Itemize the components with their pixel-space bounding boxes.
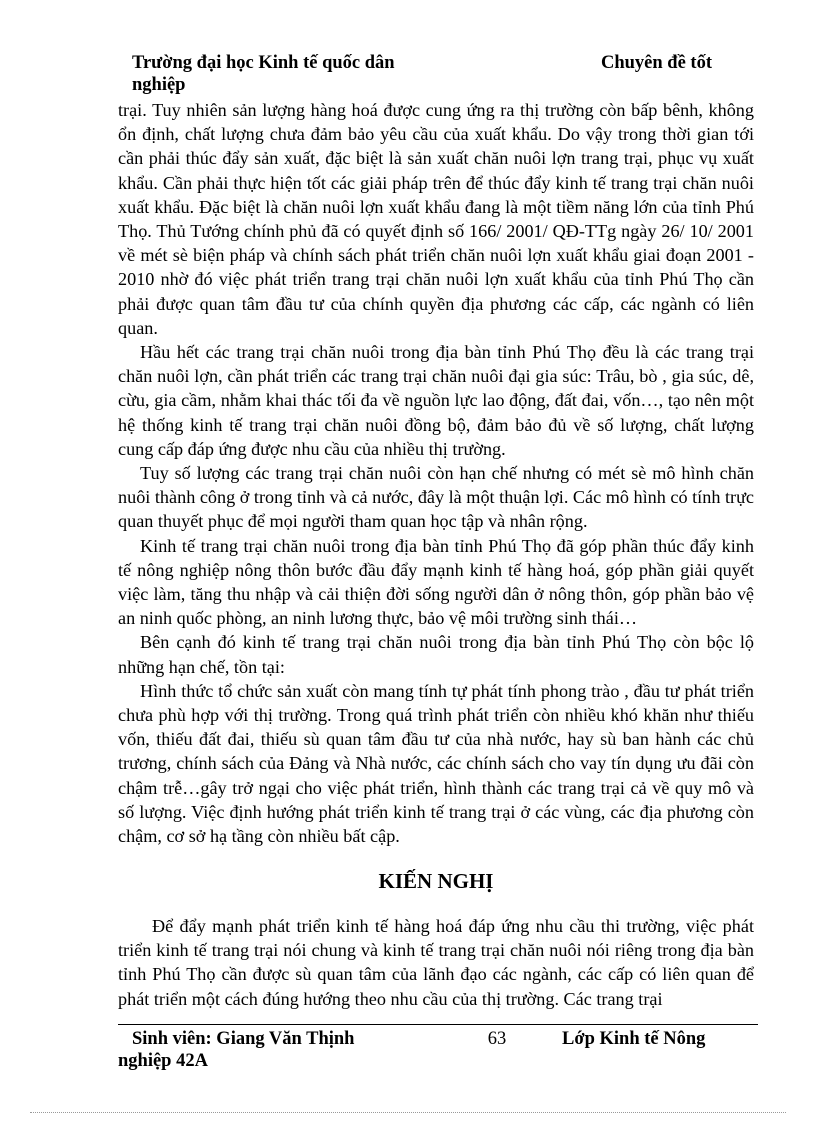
page-header xyxy=(118,52,758,96)
header-continuation: nghiệp xyxy=(132,75,186,95)
footer-continuation: nghiệp 42A xyxy=(118,1051,208,1071)
page-number: 63 xyxy=(487,1029,507,1049)
footer-divider xyxy=(118,1024,758,1025)
paragraph-3: Tuy số lượng các trang trại chăn nuôi còn hạn chế nhưng có mét sè mô hình chăn nuôi thành công ở trong tỉnh và cả nước, đây là một thuận lợi. Các mô hình có tính trực quan thuyết phục để mọi người tham quan học tập và nhân rộng. xyxy=(118,463,754,532)
recommendation-section xyxy=(118,914,754,1011)
page-bottom-border xyxy=(30,1112,786,1113)
header-university: Trường đại học Kinh tế quốc dân xyxy=(132,53,395,73)
paragraph-2: Hầu hết các trang trại chăn nuôi trong địa bàn tỉnh Phú Thọ đều là các trang trại chăn nuôi lợn, cần phát triển các trang trại chăn nuôi đại gia súc: Trâu, bò , gia súc, dê, cừu, gia cầm, nhằm khai thác tối đa về nguồn lực lao động, đất đai, vốn…, tạo nên một hệ thống kinh tế trang trại chăn nuôi đồng bộ, đảm bảo đủ về số lượng, chất lượng cung cấp đáp ứng được nhu cầu của nhiều thị trường. xyxy=(118,342,754,459)
recommendation-paragraph: Để đẩy mạnh phát triển kinh tế hàng hoá đáp ứng nhu cầu thi trường, việc phát triển kinh tế trang trại nói chung và kinh tế trang trại chăn nuôi nói riêng trong địa bàn tỉnh Phú Thọ cần được sù quan tâm của lãnh đạo các ngành, các cấp có liên quan để phát triển một cách đúng hướng theo nhu cầu của thị trường. Các trang trại xyxy=(118,916,754,1009)
paragraph-4: Kinh tế trang trại chăn nuôi trong địa bàn tỉnh Phú Thọ đã góp phần thúc đẩy kinh tế nông nghiệp nông thôn bước đầu đẩy mạnh kinh tế hàng hoá, góp phần giải quyết việc làm, tăng thu nhập và cải thiện đời sống người dân ở nông thôn, góp phần bảo vệ an ninh quốc phòng, an ninh lương thực, bảo vệ môi trường sinh thái… xyxy=(118,535,754,629)
header-thesis-type: Chuyên đề tốt xyxy=(600,53,712,73)
page-footer xyxy=(118,1028,758,1072)
section-heading: KIẾN NGHỊ xyxy=(378,869,494,893)
footer-student: Sinh viên: Giang Văn Thịnh xyxy=(132,1029,355,1049)
body-text xyxy=(118,98,754,848)
footer-class: Lớp Kinh tế Nông xyxy=(562,1029,706,1049)
paragraph-6: Hình thức tổ chức sản xuất còn mang tính tự phát tính phong trào , đầu tư phát triển chưa phù hợp với thị trường. Trong quá trình phát triển còn nhiều khó khăn như thiếu vốn, thiếu đất đai, thiếu sù quan tâm đầu tư của nhà nước, hay sù ban hành các chủ trương, chính sách của Đảng và Nhà nước, các chính sách cho vay tín dụng ưu đãi còn chậm trễ…gây trở ngại cho việc phát triển, hình thành các trang trại cả về quy mô và số lượng. Việc định hướng phát triển kinh tế trang trại ở các vùng, các địa phương còn chậm, cơ sở hạ tầng còn nhiều bất cập. xyxy=(118,680,754,847)
paragraph-1: trại. Tuy nhiên sản lượng hàng hoá được cung ứng ra thị trường còn bấp bênh, không ổn định, chất lượng chưa đảm bảo yêu cầu của xuất khẩu. Do vậy trong thời gian tới cần phải thúc đẩy sản xuất, đặc biệt là sản xuất chăn nuôi lợn trang trại, phục vụ xuất khẩu. Cần phải thực hiện tốt các giải pháp trên để thúc đẩy kinh tế trang trại chăn nuôi xuất khẩu. Đặc biệt là chăn nuôi lợn xuất khẩu đang là một tiềm năng lớn của tỉnh Phú Thọ. Thủ Tướng chính phủ đã có quyết định số 166/ 2001/ QĐ-TTg ngày 26/ 10/ 2001 về mét sè biện pháp và chính sách phát triển chăn nuôi lợn xuất khẩu giai đoạn 2001 - 2010 nhờ đó việc phát triển trang trại chăn nuôi lợn xuất khẩu của tỉnh Phú Thọ cần phải được quan tâm đầu tư của chính quyền địa phương các cấp, các ngành có liên quan. xyxy=(118,100,754,338)
paragraph-5: Bên cạnh đó kinh tế trang trại chăn nuôi trong địa bàn tỉnh Phú Thọ còn bộc lộ những hạn chế, tồn tại: xyxy=(118,632,754,677)
